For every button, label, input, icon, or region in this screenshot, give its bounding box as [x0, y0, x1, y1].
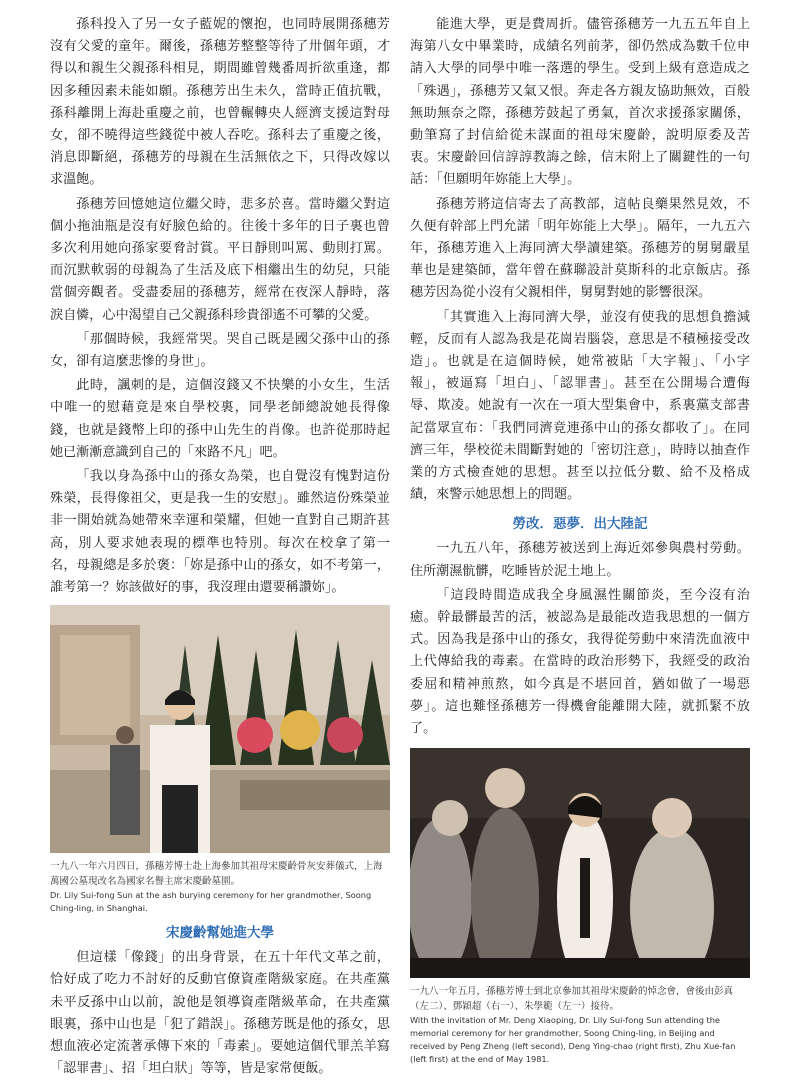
- body-paragraph: 但這樣「像錢」的出身背景，在五十年代文革之前，恰好成了吃力不討好的反動官僚資產階級家庭。在共產黨未平反孫中山以前，說他是領導資產階級革命，在共產黨眼裏，孫中山也是「犯了錯誤」。孫穗芳既是他的孫女，思想血液必定流著承傳下來的「毒素」。要她這個代罪羔羊寫「認罪書」、招「坦白狀」等等，皆是家常便飯。: [50, 950, 390, 1077]
- memorial-photo-beijing: [410, 748, 750, 978]
- ceremony-photo-illustration: [50, 605, 390, 853]
- quote-paragraph: 「這段時間造成我全身風濕性關節炎，至今沒有治癒。幹最髒最苦的活，被認為是最能改造我思想的一個方式。因為我是孫中山的孫女，我得從勞動中來清洗血液中上代傳給我的毒素。在當時的政治形勢下，我經受的政治委屈和精神煎熬，如今真是不堪回首，猶如做了一場惡夢」。這也難怪孫穗芳一得機會能離開大陸，就抓緊不放了。: [410, 587, 750, 737]
- body-paragraph: 孫穗芳將這信寄去了高教部，這帖良藥果然見效，不久便有幹部上門允諾「明年妳能上大學」。隔年，一九五六年，孫穗芳進入上海同濟大學讀建築。孫穗芳的舅舅嚴星華也是建築師，當年曾在蘇聯設計莫斯科的北京飯店。孫穗芳因為從小沒有父親相伴，舅舅對她的影響很深。: [410, 196, 750, 301]
- section-heading: 宋慶齡幫她進大學: [166, 925, 274, 942]
- body-paragraph: 此時，諷刺的是，這個沒錢又不快樂的小女生，生活中唯一的慰藉竟是來自學校裏，同學老師總說她長得像錢，也就是錢幣上印的孫中山先生的肖像。也許從那時起她已漸漸意識到自己的「來路不凡」吧。: [50, 378, 390, 460]
- left-column: [50, 14, 390, 1083]
- right-column: [410, 14, 750, 1066]
- photo-caption-english: With the invitation of Mr. Deng Xiaoping, Dr. Lily Sui-fong Sun attending the memorial ceremony for her grandmother, Soong Ching-ling, in Beijing and received by Peng Zheng (left second), Deng Ying-chao (right first), Zhu Xue-fan (left first) at the end of May 1981.: [410, 1015, 736, 1065]
- section-heading: 勞改．惡夢．出大陸記: [512, 516, 648, 533]
- body-paragraph: 孫穗芳回憶她這位繼父時，悲多於喜。當時繼父對這個小拖油瓶是沒有好臉色給的。往後十多年的日子裏也曾多次利用她向孫家要脅討賞。平日靜則叫罵、動則打罵。而沉默軟弱的母親為了生活及底下相繼出生的幼兒，只能當個旁觀者。受盡委屈的孫穗芳，經常在夜深人靜時，落淚自憐，心中渴望自己父親孫科珍貴卻遙不可攀的父愛。: [50, 196, 390, 323]
- quote-paragraph: 「那個時候，我經常哭。哭自己既是國父孫中山的孫女，卻有這麼悲慘的身世」。: [50, 331, 390, 370]
- body-paragraph: 能進大學，更是費周折。儘管孫穗芳一九五五年自上海第八女中畢業時，成績名列前茅，卻仍然成為數千位申請入大學的同學中唯一落選的學生。受到上級有意造成之「殊遇」，孫穗芳又氣又恨。奔走各方親友協助無效，百般無助無奈之際，孫穗芳鼓起了勇氣，首次求援孫家關係，動筆寫了封信給從未謀面的祖母宋慶齡，說明原委及苦衷。宋慶齡回信諄諄教誨之餘，信末附上了關鍵性的一句話：「但願明年妳能上大學」。: [410, 17, 750, 188]
- body-paragraph: 孫科投入了另一女子藍妮的懷抱，也同時展開孫穗芳沒有父愛的童年。爾後，孫穗芳整整等待了卅個年頭，才得以和親生父親孫科相見，期間雖曾幾番周折欲重逢，都因多種因素未能如願。孫穗芳出生未久，當時正值抗戰，孫科離開上海赴重慶之前，也曾輾轉央人經濟支援這對母女，卻不曉得這些錢從中被人吞吃。孫科去了重慶之後，消息即斷絕，孫穗芳的母親在生活無依之下，只得改嫁以求溫飽。: [50, 17, 390, 188]
- quote-paragraph: 「我以身為孫中山的孫女為榮，也自覺沒有愧對這份殊榮，長得像祖父，更是我一生的安慰」。雖然這份殊榮並非一開始就為她帶來幸運和榮耀，但她一直對自己期許甚高，別人要求她表現的標準也特別。每次在校拿了第一名，母親總是多於褒：「妳是孫中山的孫女，如不考第一，誰考第一？妳該做好的事，我沒理由還要稱讚妳」。: [50, 469, 390, 596]
- memorial-photo-illustration: [410, 748, 750, 978]
- photo-caption-chinese: 一九八一年六月四日，孫穗芳博士赴上海參加其祖母宋慶齡骨灰安葬儀式，上海萬國公墓現改名為國家名譽主席宋慶齡墓園。: [50, 861, 383, 888]
- photo-caption-english: Dr. Lily Sui-fong Sun at the ash burying ceremony for her grandmother, Soong Ching-ling, in Shanghai.: [50, 890, 372, 914]
- quote-paragraph: 「其實進入上海同濟大學，並沒有使我的思想負擔減輕，反而有人認為我是花崗岩腦袋，意思是不積極接受改造」。也就是在這個時候，她常被貼「大字報」、「小字報」，被逼寫「坦白」、「認罪書」。甚至在公開場合遭侮辱、欺凌。她說有一次在一項大型集會中，系裏黨支部書記當眾宣布：「我們同濟竟連孫中山的孫女都收了」。在同濟三年，學校從未間斷對她的「密切注意」，時時以抽查作業的方式檢查她的思想。甚至以拉低分數、給不及格成績，來警示她思想上的問題。: [410, 309, 750, 503]
- ceremony-photo-shanghai: [50, 605, 390, 853]
- photo-caption-chinese: 一九八一年五月，孫穗芳博士到北京參加其祖母宋慶齡的悼念會，會後由彭真（左二）、鄧穎超（右一）、朱學範（左一）接待。: [410, 986, 734, 1013]
- body-paragraph: 一九五八年，孫穗芳被送到上海近郊參與農村勞動。住所潮濕骯髒，吃睡皆於泥土地上。: [410, 541, 750, 579]
